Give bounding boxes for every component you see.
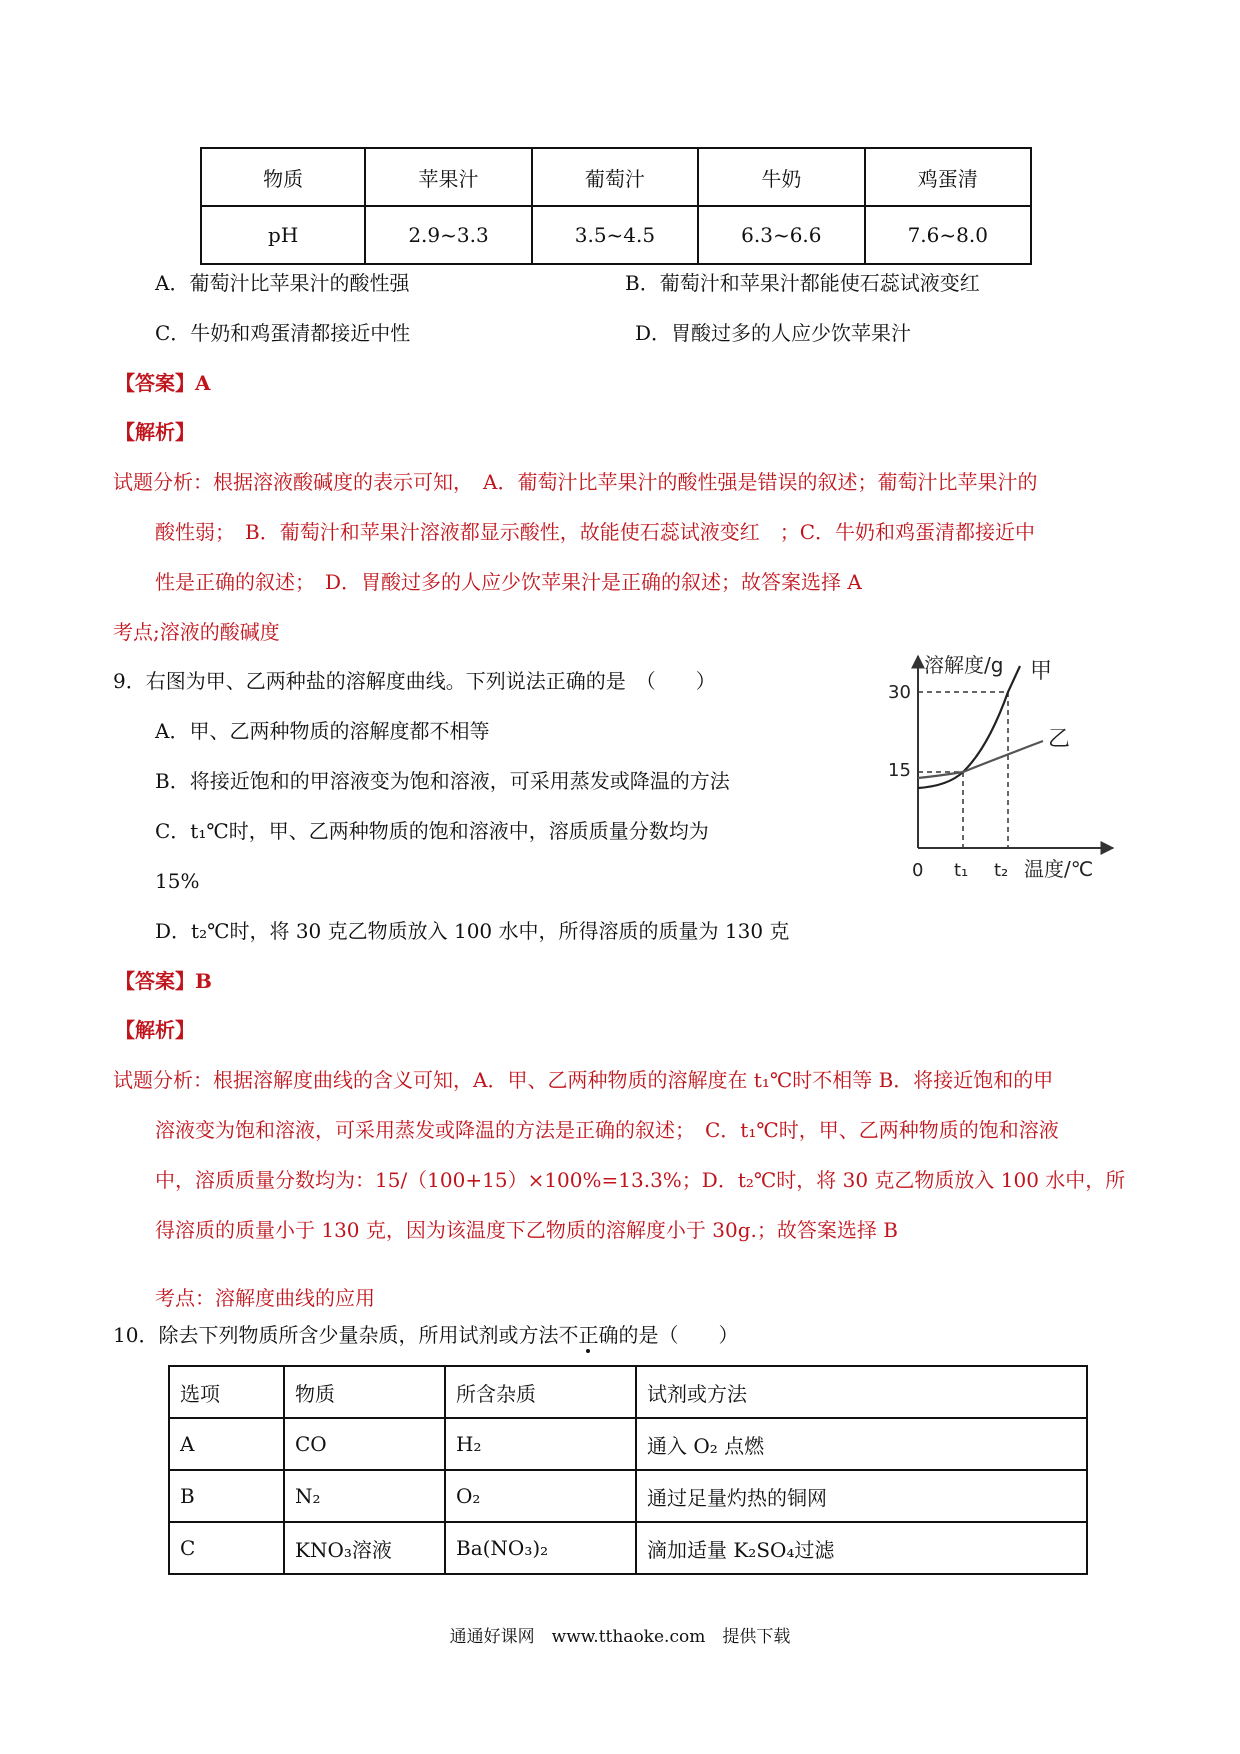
q9-answer: 【答案】B bbox=[115, 969, 212, 993]
ph-table-cell: pH bbox=[201, 206, 365, 264]
series-label-jia: 甲 bbox=[1030, 659, 1053, 684]
q10-stem-after: 的是（ ） bbox=[618, 1323, 739, 1347]
ph-table-cell: 物质 bbox=[201, 148, 365, 206]
q9-analysis-label: 【解析】 bbox=[115, 1018, 195, 1042]
y-axis-label: 溶解度/g bbox=[924, 653, 1004, 677]
q8-kaodian: 考点;溶液的酸碱度 bbox=[113, 620, 280, 644]
ph-table-cell: 3.5~4.5 bbox=[532, 206, 698, 264]
impurity-table-row bbox=[169, 1418, 1087, 1470]
q8-option-c: C．牛奶和鸡蛋清都接近中性 bbox=[155, 321, 411, 345]
page-footer: 通通好课网 www.tthaoke.com 提供下载 bbox=[449, 1627, 791, 1647]
q10-stem-before: 10．除去下列物质所含少量杂质，所用试剂或方法 bbox=[113, 1323, 559, 1347]
ph-table-cell: 葡萄汁 bbox=[532, 148, 698, 206]
q9-analysis-line: 溶液变为饱和溶液，可采用蒸发或降温的方法是正确的叙述； C．t₁℃时，甲、乙两种物质的饱和溶液 bbox=[155, 1118, 1059, 1142]
y-tick-label: 15 bbox=[888, 760, 911, 781]
impurity-table-cell: Ba(NO₃)₂ bbox=[445, 1522, 636, 1574]
q9-option-d: D．t₂℃时，将 30 克乙物质放入 100 水中，所得溶质的质量为 130 克 bbox=[155, 919, 790, 943]
impurity-table bbox=[168, 1365, 1088, 1575]
ph-table-value-row bbox=[201, 206, 1031, 264]
ph-table-cell: 苹果汁 bbox=[365, 148, 531, 206]
ph-table-cell: 7.6~8.0 bbox=[865, 206, 1031, 264]
impurity-table-cell: 通入 O₂ 点燃 bbox=[636, 1418, 1087, 1470]
q9-option-b: B．将接近饱和的甲溶液变为饱和溶液，可采用蒸发或降温的方法 bbox=[155, 769, 730, 793]
q8-analysis-label: 【解析】 bbox=[115, 420, 195, 444]
q8-option-d: D．胃酸过多的人应少饮苹果汁 bbox=[635, 321, 912, 345]
y-tick-label: 30 bbox=[888, 682, 911, 703]
q8-analysis-line: 酸性弱； B．葡萄汁和苹果汁溶液都显示酸性，故能使石蕊试液变红 ；C．牛奶和鸡蛋清都接近中 bbox=[155, 520, 1035, 544]
q8-option-a: A．葡萄汁比苹果汁的酸性强 bbox=[155, 271, 410, 295]
q9-analysis-line: 得溶质的质量小于 130 克，因为该温度下乙物质的溶解度小于 30g.；故答案选择 B bbox=[155, 1218, 898, 1242]
impurity-table-cell: B bbox=[169, 1470, 284, 1522]
q8-analysis-line: 试题分析：根据溶液酸碱度的表示可知， A．葡萄汁比苹果汁的酸性强是错误的叙述；葡萄汁比苹果汁的 bbox=[113, 470, 1038, 494]
series-label-yi: 乙 bbox=[1048, 727, 1071, 752]
impurity-table-row bbox=[169, 1470, 1087, 1522]
impurity-table-cell: N₂ bbox=[284, 1470, 445, 1522]
ph-table bbox=[200, 147, 1032, 265]
ph-table-cell: 6.3~6.6 bbox=[698, 206, 864, 264]
q8-answer: 【答案】A bbox=[115, 371, 211, 395]
impurity-table-cell: C bbox=[169, 1522, 284, 1574]
impurity-table-cell: CO bbox=[284, 1418, 445, 1470]
q9-option-c-cont: 15% bbox=[155, 869, 200, 893]
impurity-table-cell: 选项 bbox=[169, 1366, 284, 1418]
ph-table-header-row bbox=[201, 148, 1031, 206]
q9-option-a: A．甲、乙两种物质的溶解度都不相等 bbox=[155, 719, 490, 743]
q9-analysis-line: 试题分析：根据溶解度曲线的含义可知，A．甲、乙两种物质的溶解度在 t₁℃时不相等 B．将接近饱和的甲 bbox=[113, 1068, 1054, 1092]
q9-stem: 9．右图为甲、乙两种盐的溶解度曲线。下列说法正确的是 （ ） bbox=[113, 669, 716, 693]
solubility-chart bbox=[888, 648, 1123, 898]
impurity-table-cell: 物质 bbox=[284, 1366, 445, 1418]
impurity-table-cell: O₂ bbox=[445, 1470, 636, 1522]
q9-kaodian: 考点：溶解度曲线的应用 bbox=[155, 1286, 375, 1310]
impurity-table-header-row bbox=[169, 1366, 1087, 1418]
impurity-table-cell: A bbox=[169, 1418, 284, 1470]
q9-option-c: C．t₁℃时，甲、乙两种物质的饱和溶液中，溶质质量分数均为 bbox=[155, 819, 709, 843]
impurity-table-row bbox=[169, 1522, 1087, 1574]
impurity-table-cell: H₂ bbox=[445, 1418, 636, 1470]
ph-table-cell: 牛奶 bbox=[698, 148, 864, 206]
impurity-table-cell: 所含杂质 bbox=[445, 1366, 636, 1418]
x-tick-label: t₂ bbox=[994, 860, 1009, 881]
ph-table-cell: 2.9~3.3 bbox=[365, 206, 531, 264]
impurity-table-cell: 通过足量灼热的铜网 bbox=[636, 1470, 1087, 1522]
q10-stem bbox=[113, 1322, 738, 1348]
impurity-table-cell: KNO₃溶液 bbox=[284, 1522, 445, 1574]
impurity-table-cell: 滴加适量 K₂SO₄过滤 bbox=[636, 1522, 1087, 1574]
q10-stem-emphasis: 不正确 bbox=[558, 1323, 619, 1347]
impurity-table-cell: 试剂或方法 bbox=[636, 1366, 1087, 1418]
q8-option-b: B．葡萄汁和苹果汁都能使石蕊试液变红 bbox=[625, 271, 980, 295]
ph-table-cell: 鸡蛋清 bbox=[865, 148, 1031, 206]
q8-analysis-line: 性是正确的叙述； D．胃酸过多的人应少饮苹果汁是正确的叙述；故答案选择 A bbox=[155, 570, 862, 594]
q9-analysis-line: 中，溶质质量分数均为：15/（100+15）×100%=13.3%；D．t₂℃时，将 30 克乙物质放入 100 水中，所 bbox=[155, 1168, 1126, 1192]
x-tick-label: 0 bbox=[912, 860, 924, 881]
x-axis-label: 温度/℃ bbox=[1024, 857, 1094, 881]
x-tick-label: t₁ bbox=[954, 860, 969, 881]
